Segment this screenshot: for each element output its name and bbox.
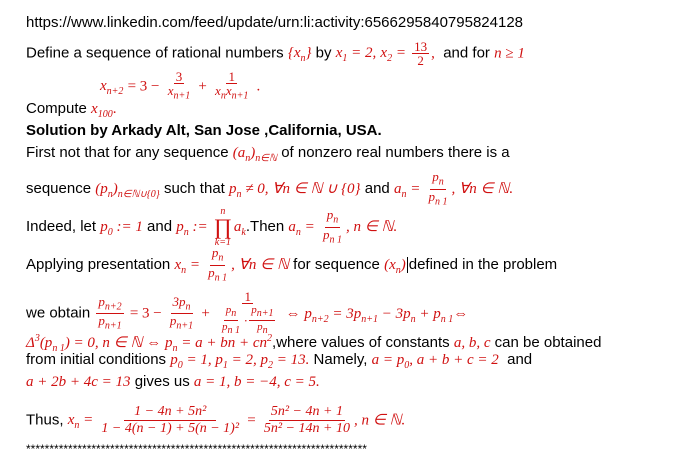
by-word: by bbox=[315, 44, 332, 62]
x100: $x_{100}$ bbox=[91, 101, 113, 120]
sequence-symbol: $\{x_n\}$ bbox=[287, 45, 312, 65]
solution-heading: Solution by Arkady Alt, San Jose ,California, USA. bbox=[26, 122, 382, 139]
recurrence-formula: $x_{n+2} = 3$ − $\frac{3}{x_{n+1}}$ + $\frac{1}{x_nx_{n+1}}$ . bbox=[100, 69, 261, 102]
solution-line-7: from initial conditions $p_0 = 1$, $p_1 = 2$, $p_2 = 13$. Namely, $a = p_0$, a + b + c = 2 and bbox=[26, 351, 533, 371]
solution-line-5: we obtain $\frac{p_{n+2}}{p_{n+1}}$ = 3 − $\frac{3p_n}{p_{n+1}}$ + 1 $\frac{pn}{pn 1}$ · $\frac{pn+1}{pn}$ ⇔ $p_{n+2} = 3p_{n+1} - 3p_n$ + $p_{n 1}\Leftrightarrow$ bbox=[26, 289, 469, 337]
product-symbol: n ∏ k=1 bbox=[213, 206, 232, 248]
problem-intro: Define a sequence of rational numbers bbox=[26, 44, 284, 62]
author-name: Arkady Alt bbox=[111, 122, 186, 139]
solution-line-1: First not that for any sequence $(a_n)_{n\in ℕ}$ of nonzero real numbers there is a bbox=[26, 144, 510, 164]
final-fraction-1: $\frac{\text{1 − 4n + 5n²}}{\text{1 − 4(n − 1) + 5(n − 1)²}}$ bbox=[101, 404, 240, 436]
compute-line: Compute $x_{100}$. bbox=[26, 100, 117, 120]
nested-fraction: 1 $\frac{pn}{pn 1}$ · $\frac{pn+1}{pn}$ bbox=[221, 289, 274, 337]
star-separator: ************************************************************************* bbox=[26, 442, 367, 456]
final-fraction-2: $\frac{\text{5n² − 4n + 1}}{\text{5n² − 14n + 10}}$ bbox=[263, 404, 350, 436]
solution-line-6: $\Delta^3(p_{n 1}) = 0$, n ∈ ℕ ⇔ $p_n = a$ + bn + $cn^2,where$ values of constants a, b, c can be obtained bbox=[26, 333, 602, 354]
url-text: https://www.linkedin.com/feed/update/urn:li:activity:6566295840795824128 bbox=[26, 14, 523, 31]
x2-fraction: $\frac{13}{2}$ bbox=[414, 39, 428, 68]
recurrence-frac-2: $\frac{1}{x_nx_{n+1}}$ bbox=[215, 69, 249, 102]
solution-line-2: sequence $(p_n)_{n\in ℕ\cup\{0\}}$ such that $p_n \ne 0$, ∀n ∈ ℕ ∪ {0} and $a_n$ = $\frac{p_n}{p_{n 1}}$ , ∀n ∈ ℕ. bbox=[26, 169, 514, 208]
x1-def: $x_1 = 2$, bbox=[335, 45, 377, 65]
compute-word: Compute bbox=[26, 100, 87, 117]
solution-line-8: a + 2b + 4c = 13 gives us a = 1, b = −4, c = 5. bbox=[26, 373, 320, 390]
problem-line-1: Define a sequence of rational numbers $\{x_n\}$ by $x_1 = 2$, $x_2$ = $\frac{13}{2}$ , and for n ≥ 1 bbox=[26, 39, 525, 68]
source-url bbox=[26, 14, 523, 32]
for-n-text: and for bbox=[443, 44, 490, 62]
solution-line-9: Thus, $x_n$ = $\frac{\text{1 − 4n + 5n²}}{\text{1 − 4(n − 1) + 5(n − 1)²}}$ = $\frac{\text{5n² − 4n + 1}}{\text{5n² − 14n + 10}}$ , n ∈ ℕ. bbox=[26, 404, 406, 436]
solution-line-3: Indeed, let $p_0$ := 1 and $p_n$ := n ∏ k=1 $a_k.Then$ $a_n$ = $\frac{p_n}{p_{n 1}}$ , n ∈ ℕ. bbox=[26, 206, 398, 248]
n-ge-condition: n ≥ 1 bbox=[494, 45, 525, 62]
x2-def: $x_2$ = bbox=[380, 45, 406, 65]
text-cursor bbox=[407, 257, 408, 273]
solution-line-4: Applying presentation $x_n$ = $\frac{p_n}{p_{n 1}}$ , ∀n ∈ ℕ for sequence $(x_n)$ defined in the problem bbox=[26, 245, 558, 284]
recurrence-frac-1: $\frac{3}{x_{n+1}}$ bbox=[167, 69, 191, 102]
